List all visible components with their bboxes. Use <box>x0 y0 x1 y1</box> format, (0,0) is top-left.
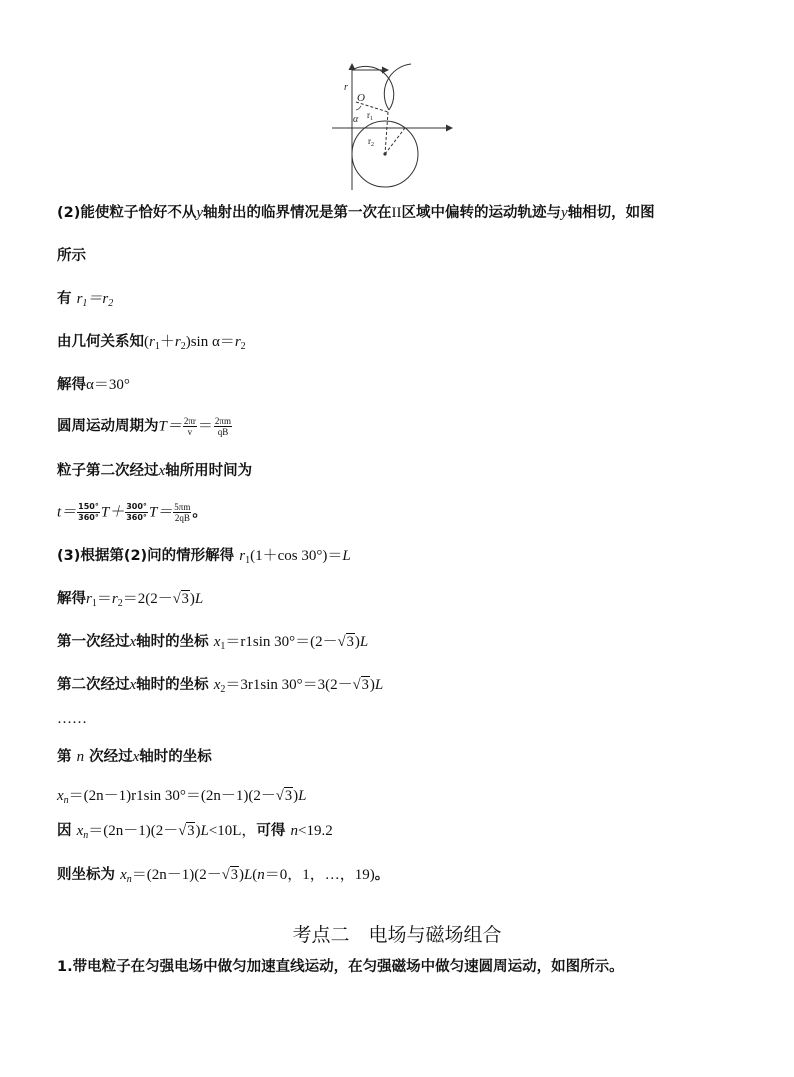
p2-line2 <box>57 247 86 265</box>
equation: T＝ <box>148 504 173 521</box>
sqrt: √3 <box>178 823 195 839</box>
text: 圆周运动周期为 <box>57 418 159 435</box>
equation: α＝30° <box>86 377 130 393</box>
text: 则坐标为 <box>57 867 115 883</box>
fraction: $\frac{2\pi m}{qB}$ <box>214 416 231 437</box>
text: (2)能使粒子恰好不从 <box>57 205 197 221</box>
label-r1: $r_1$ <box>367 110 373 122</box>
label-r2: $r_2$ <box>368 136 374 148</box>
p3-line8 <box>57 866 389 884</box>
text: 轴射出的临界情况是第一次在 <box>203 205 392 221</box>
region-label: II <box>391 205 402 221</box>
equation: )L <box>189 591 204 607</box>
p3-line6 <box>57 787 306 805</box>
sqrt: √3 <box>172 591 189 607</box>
sqrt: √3 <box>221 867 238 883</box>
text: 轴时的坐标 <box>136 634 209 650</box>
equation: )L <box>369 677 384 693</box>
text: 第一次经过 <box>57 634 130 650</box>
equation: $x_2=3r1\sin$ 30°＝3(2－ <box>213 677 353 695</box>
var-n: n <box>76 749 85 765</box>
text: 解得 <box>57 377 86 393</box>
equals: ＝ <box>197 418 213 435</box>
equation: $r_1(1+\cos$ 30°)＝L <box>239 548 351 566</box>
p3-line1 <box>57 547 351 565</box>
text: 因 <box>57 823 72 839</box>
fraction: $\frac{5\pi m}{2qB}$ <box>174 502 191 523</box>
sqrt: √3 <box>337 634 354 650</box>
radius-r2-dashed <box>385 112 388 154</box>
text: 由几何关系知 <box>57 334 144 350</box>
text: 第 <box>57 749 72 765</box>
p2-line8 <box>57 502 207 523</box>
label-O: O <box>357 92 365 104</box>
equation: $x_n=(2n-1)(2-$ <box>120 867 222 885</box>
sqrt: √3 <box>275 788 293 804</box>
text: 。 <box>374 867 390 883</box>
p2-line1 <box>57 204 655 222</box>
trajectory-arc-upper-right <box>384 64 411 110</box>
text: 轴所用时间为 <box>165 463 253 479</box>
equation: )L<10L， <box>195 823 257 839</box>
p3-line3 <box>57 633 368 651</box>
text: 1.带电粒子在匀强电场中做匀加速直线运动，在匀强磁场中做匀速圆周运动，如图所示。 <box>57 959 624 975</box>
text: 。 <box>192 504 207 521</box>
text: (3)根据第(2)问的情形解得 <box>57 548 235 564</box>
text: 第二次经过 <box>57 677 130 693</box>
var-x: x <box>132 749 140 765</box>
p3-line2 <box>57 590 203 608</box>
p2-line4 <box>57 333 246 351</box>
p3-line4 <box>57 676 383 694</box>
text: 区域中偏转的运动轨迹与 <box>401 205 562 221</box>
angle-arc <box>356 106 361 110</box>
equation: n<19.2 <box>290 823 333 839</box>
p2-line6 <box>57 416 233 437</box>
p3-ellipsis <box>57 710 87 728</box>
equation: $x_n=(2n-1)(2-$ <box>76 823 179 841</box>
equation: $x_1=r1\sin$ 30°＝(2－ <box>213 634 338 652</box>
equation: T＋ <box>100 504 125 521</box>
text: 所示 <box>57 248 86 264</box>
var-x: x <box>158 463 166 479</box>
p3-line7 <box>57 822 333 840</box>
fraction: $\frac{2\pi r}{v}$ <box>183 416 196 437</box>
text: 可得 <box>256 823 286 839</box>
text: 解得 <box>57 591 86 607</box>
p2-line5 <box>57 376 130 394</box>
sqrt: √3 <box>352 677 369 693</box>
ellipsis: …… <box>57 711 87 727</box>
var-y: y <box>196 205 204 221</box>
equation: T＝ <box>158 418 182 435</box>
text: 有 <box>57 291 72 307</box>
equation: )L <box>354 634 369 650</box>
equation: $r_1=r_2=2(2-$ <box>86 591 173 609</box>
text: 次经过 <box>89 749 133 765</box>
lower-center-dot <box>383 152 386 155</box>
fraction: $\frac{150^\circ}{360^\circ}$ <box>78 502 99 522</box>
var-y: y <box>561 205 568 221</box>
var-x: x <box>129 677 137 693</box>
p2-line7 <box>57 462 252 480</box>
var-x: x <box>129 634 137 650</box>
text: 轴时的坐标 <box>139 749 212 765</box>
trajectory-diagram <box>330 62 455 192</box>
equation: $x_n=(2n-1)r1\sin$ 30°＝(2n－1)(2－ <box>57 788 276 806</box>
equation: )L <box>293 788 307 804</box>
label-r: r <box>344 82 348 93</box>
section-heading: 考点二 电场与磁场组合 <box>292 924 502 946</box>
equation: $(r_1+r_2)\sin$ $\alpha=r_2$ <box>144 334 246 352</box>
text: 轴相切，如图 <box>567 205 655 221</box>
radius-r2-dashed-right <box>385 128 405 154</box>
fraction: $\frac{300^\circ}{360^\circ}$ <box>126 502 147 522</box>
equation: )L(n＝0，1，…，19) <box>238 867 375 883</box>
label-alpha: α <box>353 114 359 125</box>
text: 粒子第二次经过 <box>57 463 159 479</box>
p2-line3 <box>57 290 113 308</box>
equation: $r_1=r_2$ <box>76 291 114 309</box>
item-1 <box>57 958 624 976</box>
p3-line5 <box>57 748 212 766</box>
equation: t＝ <box>57 504 77 521</box>
text: 轴时的坐标 <box>136 677 209 693</box>
